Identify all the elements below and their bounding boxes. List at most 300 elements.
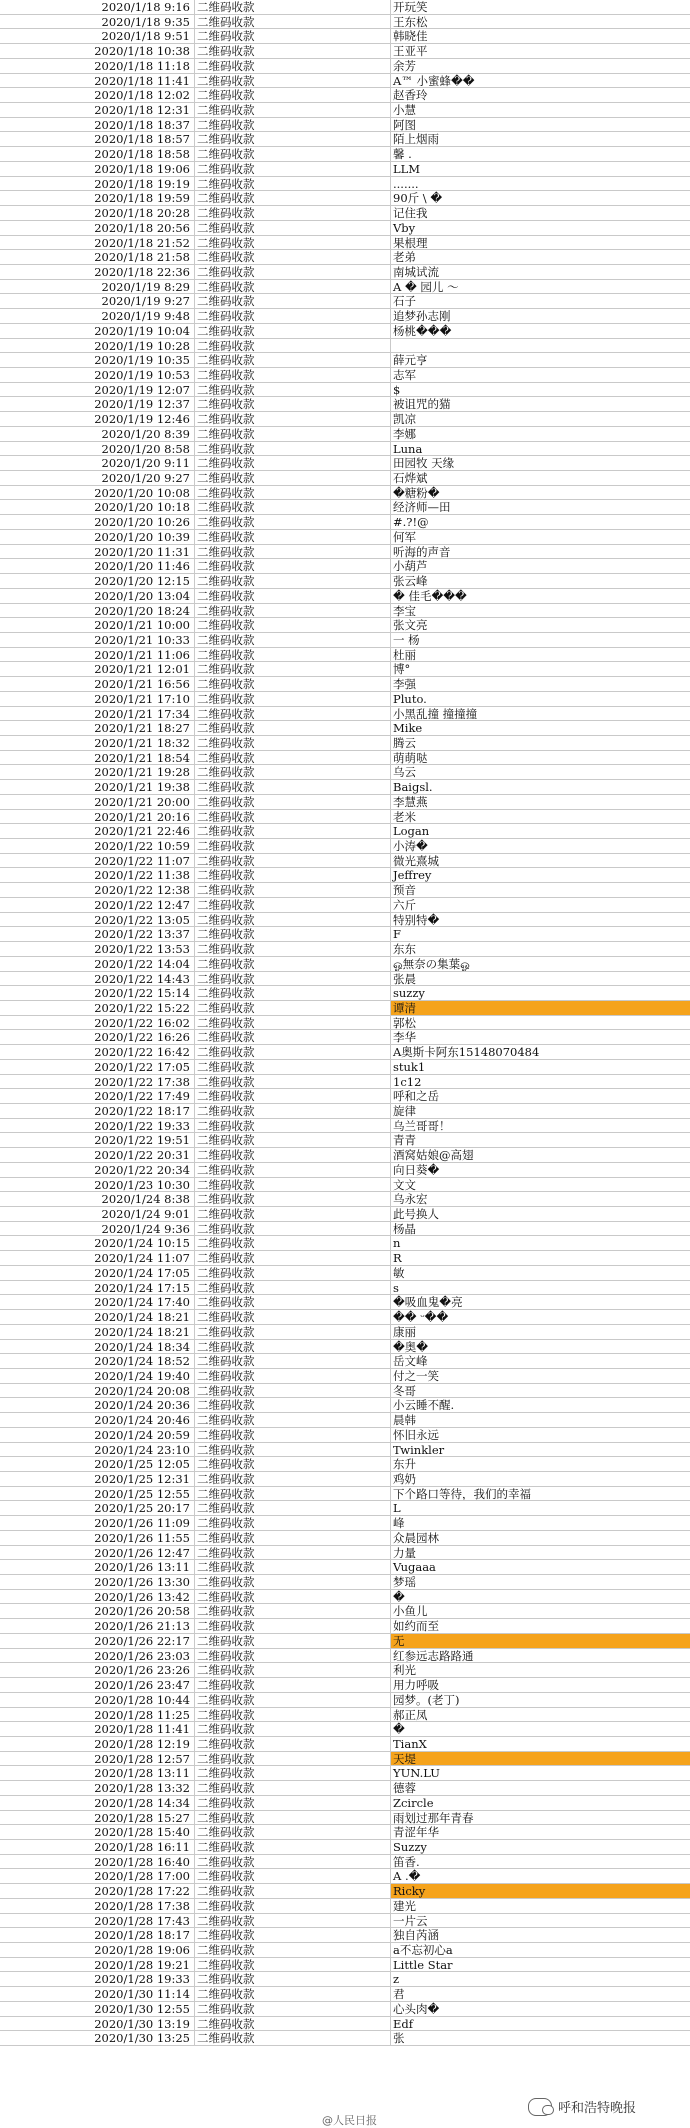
name-cell[interactable]: 六斤 (393, 897, 416, 912)
name-cell[interactable]: �奥� (393, 1339, 429, 1354)
method-cell[interactable]: 二维码收款 (195, 1001, 391, 1015)
method-cell[interactable]: 二维码收款 (195, 957, 391, 971)
name-cell[interactable]: Vby (393, 220, 416, 235)
method-cell[interactable]: 二维码收款 (195, 442, 391, 456)
time-cell[interactable]: 2020/1/20 8:39 (0, 427, 195, 441)
method-cell[interactable]: 二维码收款 (195, 765, 391, 779)
time-cell[interactable]: 2020/1/18 21:58 (0, 250, 195, 264)
method-cell[interactable]: 二维码收款 (195, 118, 391, 132)
name-cell[interactable]: 1c12 (393, 1074, 422, 1089)
time-cell[interactable]: 2020/1/22 14:04 (0, 957, 195, 971)
name-cell[interactable]: 一 杨 (393, 632, 420, 647)
name-cell[interactable]: 特别特� (393, 912, 440, 927)
name-cell[interactable]: 君 (393, 1987, 405, 2001)
time-cell[interactable]: 2020/1/26 21:13 (0, 1619, 195, 1633)
name-cell[interactable]: 晨韩 (393, 1413, 416, 1427)
time-cell[interactable]: 2020/1/20 9:27 (0, 471, 195, 485)
method-cell[interactable]: 二维码收款 (195, 1148, 391, 1162)
method-cell[interactable]: 二维码收款 (195, 1678, 391, 1692)
method-cell[interactable]: 二维码收款 (195, 736, 391, 750)
name-cell[interactable]: suzzy (393, 986, 425, 1000)
name-cell[interactable]: 笛香. (393, 1854, 420, 1869)
time-cell[interactable]: 2020/1/18 20:56 (0, 221, 195, 235)
name-cell[interactable]: stuk1 (393, 1059, 426, 1074)
method-cell[interactable]: 二维码收款 (195, 236, 391, 250)
method-cell[interactable]: 二维码收款 (195, 353, 391, 367)
method-cell[interactable]: 二维码收款 (195, 250, 391, 264)
name-cell[interactable]: 张晨 (393, 971, 416, 986)
name-cell[interactable]: 李宝 (393, 603, 416, 618)
time-cell[interactable]: 2020/1/18 18:57 (0, 132, 195, 146)
method-cell[interactable]: 二维码收款 (195, 1987, 391, 2001)
method-cell[interactable]: 二维码收款 (195, 1899, 391, 1913)
method-cell[interactable]: 二维码收款 (195, 1634, 391, 1648)
method-cell[interactable]: 二维码收款 (195, 1619, 391, 1633)
method-cell[interactable]: 二维码收款 (195, 1016, 391, 1030)
name-cell[interactable]: 小葫芦 (393, 559, 428, 574)
method-cell[interactable]: 二维码收款 (195, 1693, 391, 1707)
name-cell[interactable]: 杨桃��� (393, 323, 452, 338)
method-cell[interactable]: 二维码收款 (195, 942, 391, 956)
name-cell[interactable]: 开玩笑 (393, 0, 428, 14)
name-cell[interactable]: 石子 (393, 294, 416, 309)
time-cell[interactable]: 2020/1/22 17:05 (0, 1060, 195, 1074)
name-cell[interactable]: 怀旧永远 (393, 1427, 439, 1442)
method-cell[interactable]: 二维码收款 (195, 1943, 391, 1957)
method-cell[interactable]: 二维码收款 (195, 88, 391, 102)
name-cell[interactable]: 果根理 (393, 235, 428, 250)
time-cell[interactable]: 2020/1/28 11:41 (0, 1722, 195, 1736)
name-cell[interactable]: 青青 (393, 1133, 416, 1148)
time-cell[interactable]: 2020/1/18 18:37 (0, 118, 195, 132)
name-cell[interactable]: L (393, 1501, 401, 1516)
name-cell[interactable]: 如约而至 (393, 1619, 439, 1633)
name-cell[interactable]: � 佳毛��� (393, 588, 467, 603)
name-cell[interactable]: 郭松 (393, 1015, 416, 1030)
method-cell[interactable]: 二维码收款 (195, 1781, 391, 1795)
method-cell[interactable]: 二维码收款 (195, 515, 391, 529)
name-cell[interactable]: Suzzy (393, 1840, 427, 1854)
method-cell[interactable]: 二维码收款 (195, 427, 391, 441)
method-cell[interactable]: 二维码收款 (195, 1825, 391, 1839)
name-cell[interactable]: n (393, 1236, 401, 1251)
time-cell[interactable]: 2020/1/19 12:46 (0, 412, 195, 426)
name-cell[interactable]: 小慧 (393, 103, 416, 117)
method-cell[interactable]: 二维码收款 (195, 191, 391, 205)
name-cell[interactable]: 李慧燕 (393, 794, 428, 809)
name-cell[interactable]: 乌兰哥哥！ (393, 1118, 451, 1133)
method-cell[interactable]: 二维码收款 (195, 1958, 391, 1972)
method-cell[interactable]: 二维码收款 (195, 1354, 391, 1368)
method-cell[interactable]: 二维码收款 (195, 883, 391, 897)
method-cell[interactable]: 二维码收款 (195, 1192, 391, 1206)
method-cell[interactable]: 二维码收款 (195, 1928, 391, 1942)
name-cell[interactable]: A � 园儿 ～ (393, 279, 459, 294)
name-cell[interactable]: 小鱼儿 (393, 1604, 428, 1619)
time-cell[interactable]: 2020/1/26 12:47 (0, 1546, 195, 1560)
time-cell[interactable]: 2020/1/24 20:46 (0, 1413, 195, 1427)
method-cell[interactable]: 二维码收款 (195, 1663, 391, 1677)
time-cell[interactable]: 2020/1/21 18:32 (0, 736, 195, 750)
name-cell[interactable]: 馨 . (393, 147, 412, 161)
method-cell[interactable]: 二维码收款 (195, 1060, 391, 1074)
method-cell[interactable]: 二维码收款 (195, 1428, 391, 1442)
name-cell[interactable]: 天堤 (391, 1752, 690, 1766)
name-cell[interactable]: 陌上烟雨 (393, 132, 439, 147)
time-cell[interactable]: 2020/1/21 16:56 (0, 677, 195, 691)
name-cell[interactable]: 此号换人 (393, 1207, 439, 1221)
method-cell[interactable]: 二维码收款 (195, 1604, 391, 1618)
name-cell[interactable]: 敏 (393, 1265, 405, 1280)
name-cell[interactable]: � (393, 1589, 405, 1604)
method-cell[interactable]: 二维码收款 (195, 324, 391, 338)
method-cell[interactable]: 二维码收款 (195, 59, 391, 73)
time-cell[interactable]: 2020/1/24 17:05 (0, 1266, 195, 1280)
name-cell[interactable]: 张云峰 (393, 574, 428, 588)
name-cell[interactable]: 田园牧 天缘 (393, 456, 455, 471)
name-cell[interactable]: �糖粉� (393, 485, 440, 500)
time-cell[interactable]: 2020/1/19 8:29 (0, 280, 195, 294)
time-cell[interactable]: 2020/1/18 19:06 (0, 162, 195, 176)
time-cell[interactable]: 2020/1/30 13:25 (0, 2031, 195, 2045)
name-cell[interactable]: 青涩年华 (393, 1825, 439, 1839)
time-cell[interactable]: 2020/1/28 14:34 (0, 1796, 195, 1810)
method-cell[interactable]: 二维码收款 (195, 1708, 391, 1722)
time-cell[interactable]: 2020/1/20 11:46 (0, 559, 195, 573)
name-cell[interactable]: 李娜 (393, 426, 416, 441)
name-cell[interactable]: 乌永宏 (393, 1192, 428, 1207)
time-cell[interactable]: 2020/1/24 17:15 (0, 1281, 195, 1295)
time-cell[interactable]: 2020/1/28 18:17 (0, 1928, 195, 1942)
method-cell[interactable]: 二维码收款 (195, 486, 391, 500)
method-cell[interactable]: 二维码收款 (195, 780, 391, 794)
method-cell[interactable]: 二维码收款 (195, 1030, 391, 1044)
method-cell[interactable]: 二维码收款 (195, 810, 391, 824)
method-cell[interactable]: 二维码收款 (195, 604, 391, 618)
method-cell[interactable]: 二维码收款 (195, 471, 391, 485)
name-cell[interactable]: Zcircle (393, 1795, 434, 1810)
name-cell[interactable]: 东升 (393, 1457, 416, 1471)
name-cell[interactable]: 微光熹城 (393, 853, 439, 868)
name-cell[interactable]: Logan (393, 824, 430, 839)
time-cell[interactable]: 2020/1/28 16:40 (0, 1855, 195, 1869)
name-cell[interactable]: 石烨斌 (393, 471, 428, 485)
time-cell[interactable]: 2020/1/24 18:34 (0, 1340, 195, 1354)
method-cell[interactable]: 二维码收款 (195, 1766, 391, 1780)
method-cell[interactable]: 二维码收款 (195, 574, 391, 588)
name-cell[interactable]: 一片云 (393, 1913, 428, 1928)
method-cell[interactable]: 二维码收款 (195, 44, 391, 58)
name-cell[interactable]: 下个路口等待，我们的幸福 (393, 1486, 531, 1501)
time-cell[interactable]: 2020/1/26 13:30 (0, 1575, 195, 1589)
method-cell[interactable]: 二维码收款 (195, 29, 391, 43)
method-cell[interactable]: 二维码收款 (195, 1266, 391, 1280)
time-cell[interactable]: 2020/1/24 11:07 (0, 1251, 195, 1265)
method-cell[interactable]: 二维码收款 (195, 15, 391, 29)
name-cell[interactable]: Luna (393, 441, 423, 456)
method-cell[interactable]: 二维码收款 (195, 662, 391, 676)
method-cell[interactable]: 二维码收款 (195, 1972, 391, 1986)
name-cell[interactable]: LLM (393, 161, 421, 176)
name-cell[interactable]: 阿图 (393, 117, 416, 132)
name-cell[interactable]: #.?!@ (393, 515, 429, 529)
time-cell[interactable]: 2020/1/22 19:51 (0, 1133, 195, 1147)
name-cell[interactable]: 萌萌哒 (393, 750, 428, 765)
name-cell[interactable]: 老弟 (393, 250, 416, 264)
name-cell[interactable]: 博° (393, 662, 411, 677)
time-cell[interactable]: 2020/1/30 12:55 (0, 2002, 195, 2016)
name-cell[interactable]: 心头肉� (393, 2001, 440, 2016)
method-cell[interactable]: 二维码收款 (195, 1178, 391, 1192)
method-cell[interactable]: 二维码收款 (195, 1472, 391, 1486)
name-cell[interactable]: 建光 (393, 1898, 416, 1913)
method-cell[interactable]: 二维码收款 (195, 1340, 391, 1354)
time-cell[interactable]: 2020/1/26 23:26 (0, 1663, 195, 1677)
name-cell[interactable]: ....... (393, 176, 419, 191)
method-cell[interactable]: 二维码收款 (195, 147, 391, 161)
name-cell[interactable]: 90斤 \ � (393, 191, 443, 206)
time-cell[interactable]: 2020/1/24 18:21 (0, 1325, 195, 1339)
time-cell[interactable]: 2020/1/22 10:59 (0, 839, 195, 853)
time-cell[interactable]: 2020/1/24 19:40 (0, 1369, 195, 1383)
method-cell[interactable]: 二维码收款 (195, 824, 391, 838)
time-cell[interactable]: 2020/1/28 16:11 (0, 1840, 195, 1854)
method-cell[interactable]: 二维码收款 (195, 309, 391, 323)
time-cell[interactable]: 2020/1/26 13:11 (0, 1560, 195, 1574)
time-cell[interactable]: 2020/1/22 20:34 (0, 1163, 195, 1177)
time-cell[interactable]: 2020/1/18 9:51 (0, 29, 195, 43)
time-cell[interactable]: 2020/1/28 17:43 (0, 1914, 195, 1928)
method-cell[interactable]: 二维码收款 (195, 1281, 391, 1295)
time-cell[interactable]: 2020/1/25 12:05 (0, 1457, 195, 1471)
time-cell[interactable]: 2020/1/21 19:38 (0, 780, 195, 794)
time-cell[interactable]: 2020/1/19 10:28 (0, 339, 195, 353)
method-cell[interactable]: 二维码收款 (195, 1413, 391, 1427)
method-cell[interactable]: 二维码收款 (195, 1457, 391, 1471)
method-cell[interactable]: 二维码收款 (195, 839, 391, 853)
name-cell[interactable]: 用力呼吸 (393, 1678, 439, 1692)
time-cell[interactable]: 2020/1/18 12:02 (0, 88, 195, 102)
method-cell[interactable]: 二维码收款 (195, 412, 391, 426)
time-cell[interactable]: 2020/1/24 17:40 (0, 1295, 195, 1309)
name-cell[interactable]: Twinkler (393, 1442, 445, 1457)
time-cell[interactable]: 2020/1/19 9:48 (0, 309, 195, 323)
method-cell[interactable]: 二维码收款 (195, 707, 391, 721)
time-cell[interactable]: 2020/1/20 10:08 (0, 486, 195, 500)
time-cell[interactable]: 2020/1/19 12:37 (0, 397, 195, 411)
name-cell[interactable]: 李华 (393, 1030, 416, 1045)
time-cell[interactable]: 2020/1/24 20:36 (0, 1398, 195, 1412)
name-cell[interactable]: YUN.LU (393, 1766, 440, 1781)
name-cell[interactable]: 冬哥 (393, 1383, 416, 1398)
name-cell[interactable]: 腾云 (393, 736, 416, 750)
time-cell[interactable]: 2020/1/28 12:57 (0, 1752, 195, 1766)
time-cell[interactable]: 2020/1/22 11:07 (0, 854, 195, 868)
method-cell[interactable]: 二维码收款 (195, 1398, 391, 1412)
time-cell[interactable]: 2020/1/18 11:18 (0, 59, 195, 73)
method-cell[interactable]: 二维码收款 (195, 868, 391, 882)
name-cell[interactable]: TianX (393, 1736, 427, 1751)
method-cell[interactable]: 二维码收款 (195, 648, 391, 662)
time-cell[interactable]: 2020/1/28 13:32 (0, 1781, 195, 1795)
time-cell[interactable]: 2020/1/28 12:19 (0, 1737, 195, 1751)
method-cell[interactable]: 二维码收款 (195, 986, 391, 1000)
name-cell[interactable]: 张文亮 (393, 618, 428, 632)
method-cell[interactable]: 二维码收款 (195, 132, 391, 146)
method-cell[interactable]: 二维码收款 (195, 854, 391, 868)
name-cell[interactable]: 经济师—田 (393, 500, 451, 515)
time-cell[interactable]: 2020/1/18 9:35 (0, 15, 195, 29)
method-cell[interactable]: 二维码收款 (195, 456, 391, 470)
time-cell[interactable]: 2020/1/30 13:19 (0, 2017, 195, 2031)
name-cell[interactable]: � (393, 1722, 405, 1736)
name-cell[interactable]: 老米 (393, 809, 416, 824)
time-cell[interactable]: 2020/1/21 17:10 (0, 692, 195, 706)
time-cell[interactable]: 2020/1/28 13:11 (0, 1766, 195, 1780)
method-cell[interactable]: 二维码收款 (195, 589, 391, 603)
name-cell[interactable]: A奥斯卡阿东15148070484 (393, 1045, 540, 1059)
time-cell[interactable]: 2020/1/25 12:31 (0, 1472, 195, 1486)
method-cell[interactable]: 二维码收款 (195, 1796, 391, 1810)
name-cell[interactable]: 付之一笑 (393, 1368, 439, 1383)
method-cell[interactable]: 二维码收款 (195, 1722, 391, 1736)
time-cell[interactable]: 2020/1/18 21:52 (0, 236, 195, 250)
time-cell[interactable]: 2020/1/18 18:58 (0, 147, 195, 161)
method-cell[interactable]: 二维码收款 (195, 74, 391, 88)
name-cell[interactable]: 余芳 (393, 58, 416, 73)
name-cell[interactable]: 旋律 (393, 1104, 416, 1118)
time-cell[interactable]: 2020/1/22 12:38 (0, 883, 195, 897)
name-cell[interactable]: 红参远志路路通 (393, 1648, 474, 1663)
time-cell[interactable]: 2020/1/21 18:54 (0, 751, 195, 765)
time-cell[interactable]: 2020/1/26 23:47 (0, 1678, 195, 1692)
method-cell[interactable]: 二维码收款 (195, 2002, 391, 2016)
method-cell[interactable]: 二维码收款 (195, 339, 391, 353)
time-cell[interactable]: 2020/1/28 10:44 (0, 1693, 195, 1707)
method-cell[interactable]: 二维码收款 (195, 280, 391, 294)
method-cell[interactable]: 二维码收款 (195, 177, 391, 191)
time-cell[interactable]: 2020/1/21 18:27 (0, 721, 195, 735)
time-cell[interactable]: 2020/1/24 23:10 (0, 1443, 195, 1457)
time-cell[interactable]: 2020/1/20 10:18 (0, 500, 195, 514)
name-cell[interactable]: �吸血鬼�亮 (393, 1295, 463, 1310)
time-cell[interactable]: 2020/1/18 22:36 (0, 265, 195, 279)
time-cell[interactable]: 2020/1/24 20:59 (0, 1428, 195, 1442)
name-cell[interactable]: 峰 (393, 1516, 405, 1530)
time-cell[interactable]: 2020/1/22 17:49 (0, 1089, 195, 1103)
method-cell[interactable]: 二维码收款 (195, 559, 391, 573)
name-cell[interactable]: 李强 (393, 677, 416, 691)
method-cell[interactable]: 二维码收款 (195, 1236, 391, 1250)
name-cell[interactable]: 康丽 (393, 1324, 416, 1339)
name-cell[interactable]: A .� (393, 1869, 421, 1884)
time-cell[interactable]: 2020/1/20 18:24 (0, 604, 195, 618)
name-cell[interactable]: F (393, 927, 401, 942)
method-cell[interactable]: 二维码收款 (195, 1590, 391, 1604)
name-cell[interactable]: 呼和之岳 (393, 1089, 439, 1103)
name-cell[interactable]: Ricky (391, 1884, 690, 1898)
time-cell[interactable]: 2020/1/19 10:35 (0, 353, 195, 367)
time-cell[interactable]: 2020/1/18 11:41 (0, 74, 195, 88)
name-cell[interactable]: 无 (391, 1634, 690, 1648)
time-cell[interactable]: 2020/1/20 9:11 (0, 456, 195, 470)
name-cell[interactable]: 被诅咒的猫 (393, 397, 451, 412)
name-cell[interactable]: A™ 小蜜蜂�� (393, 73, 475, 88)
method-cell[interactable]: 二维码收款 (195, 1369, 391, 1383)
method-cell[interactable]: 二维码收款 (195, 1384, 391, 1398)
method-cell[interactable]: 二维码收款 (195, 692, 391, 706)
method-cell[interactable]: 二维码收款 (195, 500, 391, 514)
name-cell[interactable]: 郝正凤 (393, 1707, 428, 1722)
name-cell[interactable]: z (393, 1972, 400, 1987)
name-cell[interactable]: 力量 (393, 1545, 416, 1560)
name-cell[interactable]: 王东松 (393, 14, 428, 29)
time-cell[interactable]: 2020/1/21 10:00 (0, 618, 195, 632)
name-cell[interactable]: 小云睡不醒. (393, 1398, 455, 1413)
time-cell[interactable]: 2020/1/19 10:04 (0, 324, 195, 338)
method-cell[interactable]: 二维码收款 (195, 1207, 391, 1221)
method-cell[interactable]: 二维码收款 (195, 1914, 391, 1928)
time-cell[interactable]: 2020/1/18 9:16 (0, 0, 195, 14)
time-cell[interactable]: 2020/1/19 10:53 (0, 368, 195, 382)
method-cell[interactable]: 二维码收款 (195, 1443, 391, 1457)
time-cell[interactable]: 2020/1/22 18:17 (0, 1104, 195, 1118)
time-cell[interactable]: 2020/1/22 16:26 (0, 1030, 195, 1044)
time-cell[interactable]: 2020/1/28 17:00 (0, 1869, 195, 1883)
time-cell[interactable]: 2020/1/19 12:07 (0, 383, 195, 397)
name-cell[interactable]: 鸡奶 (393, 1472, 416, 1486)
time-cell[interactable]: 2020/1/22 14:43 (0, 972, 195, 986)
time-cell[interactable]: 2020/1/19 9:27 (0, 294, 195, 308)
name-cell[interactable]: 凯凉 (393, 412, 416, 426)
time-cell[interactable]: 2020/1/21 22:46 (0, 824, 195, 838)
name-cell[interactable]: 众晨园林 (393, 1530, 439, 1545)
time-cell[interactable]: 2020/1/22 16:02 (0, 1016, 195, 1030)
name-cell[interactable]: Baigsl. (393, 780, 433, 794)
name-cell[interactable]: 志军 (393, 368, 416, 382)
time-cell[interactable]: 2020/1/28 15:40 (0, 1825, 195, 1839)
method-cell[interactable]: 二维码收款 (195, 221, 391, 235)
time-cell[interactable]: 2020/1/18 20:28 (0, 206, 195, 220)
name-cell[interactable]: 薛元亨 (393, 353, 428, 367)
time-cell[interactable]: 2020/1/23 10:30 (0, 1178, 195, 1192)
time-cell[interactable]: 2020/1/21 11:06 (0, 648, 195, 662)
method-cell[interactable]: 二维码收款 (195, 1840, 391, 1854)
method-cell[interactable]: 二维码收款 (195, 1560, 391, 1574)
time-cell[interactable]: 2020/1/22 17:38 (0, 1075, 195, 1089)
method-cell[interactable]: 二维码收款 (195, 927, 391, 941)
method-cell[interactable]: 二维码收款 (195, 1045, 391, 1059)
name-cell[interactable]: 追梦孙志刚 (393, 309, 451, 323)
name-cell[interactable]: Little Star (393, 1957, 453, 1972)
time-cell[interactable]: 2020/1/21 20:00 (0, 795, 195, 809)
method-cell[interactable]: 二维码收款 (195, 2031, 391, 2045)
method-cell[interactable]: 二维码收款 (195, 1251, 391, 1265)
time-cell[interactable]: 2020/1/21 17:34 (0, 707, 195, 721)
name-cell[interactable]: 南城试流 (393, 264, 439, 279)
method-cell[interactable]: 二维码收款 (195, 1869, 391, 1883)
method-cell[interactable]: 二维码收款 (195, 545, 391, 559)
time-cell[interactable]: 2020/1/22 20:31 (0, 1148, 195, 1162)
time-cell[interactable]: 2020/1/18 19:59 (0, 191, 195, 205)
method-cell[interactable]: 二维码收款 (195, 530, 391, 544)
time-cell[interactable]: 2020/1/20 8:58 (0, 442, 195, 456)
method-cell[interactable]: 二维码收款 (195, 1884, 391, 1898)
method-cell[interactable]: 二维码收款 (195, 397, 391, 411)
time-cell[interactable]: 2020/1/20 10:26 (0, 515, 195, 529)
name-cell[interactable]: a不忘初心a (393, 1943, 453, 1957)
name-cell[interactable]: 预音 (393, 883, 416, 897)
